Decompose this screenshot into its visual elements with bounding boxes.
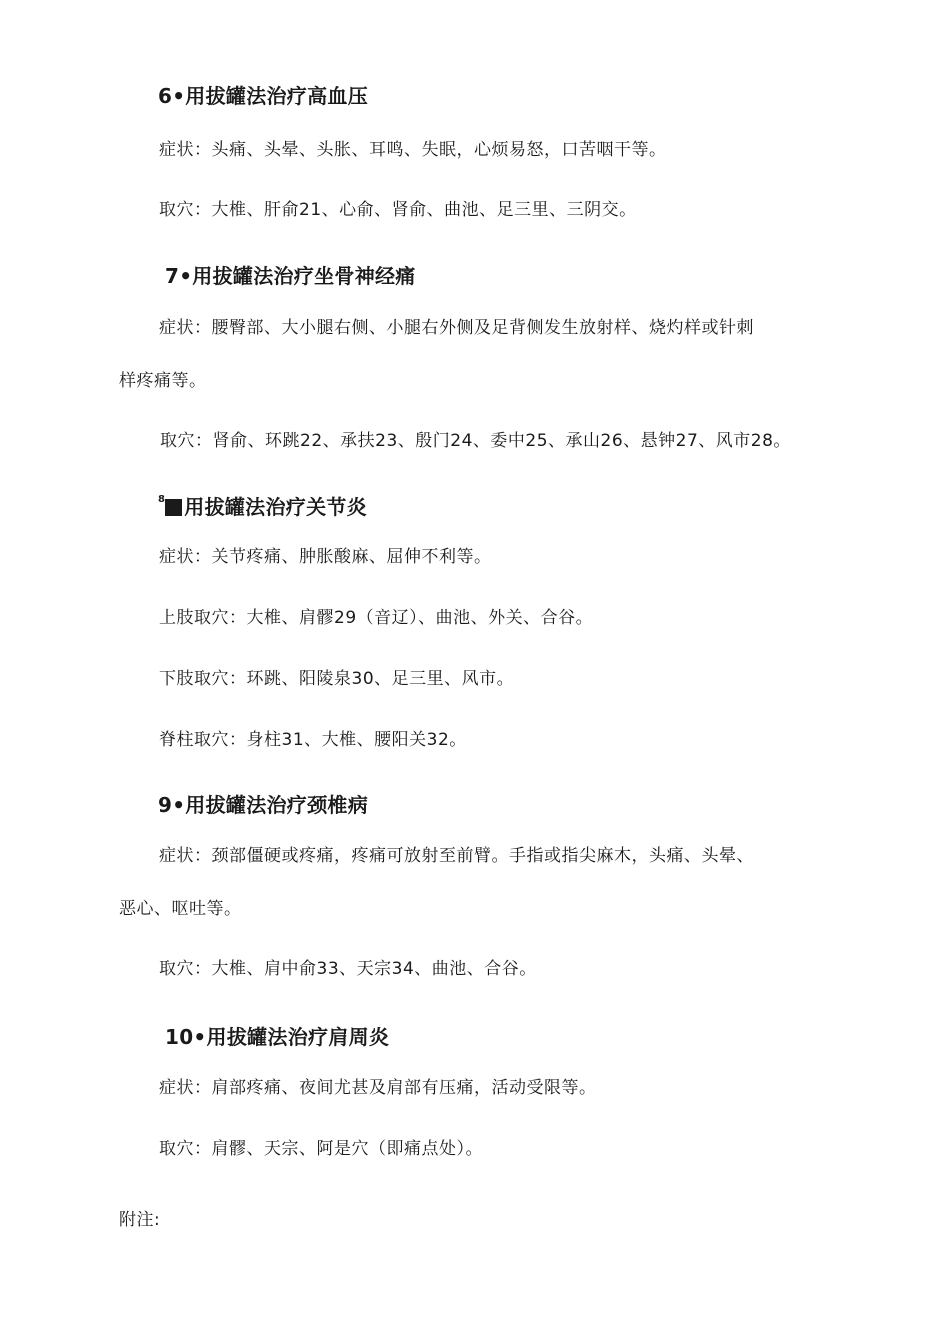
section-8-heading-text: 用拔罐法治疗关节炎: [184, 495, 367, 519]
section-7-acupoints: 取穴：肾俞、环跳22、承扶23、殷门24、委中25、承山26、悬钟27、风市28。: [160, 431, 791, 451]
section-9-heading: 9•用拔罐法治疗颈椎病: [158, 793, 368, 817]
section-9-symptoms-line-1: 症状：颈部僵硬或疼痛，疼痛可放射至前臂。手指或指尖麻木，头痛、头晕、: [159, 846, 754, 866]
section-8-lower-limb-acupoints: 下肢取穴：环跳、阳陵泉30、足三里、风市。: [159, 669, 515, 689]
section-8-spine-acupoints: 脊柱取穴：身柱31、大椎、腰阳关32。: [159, 730, 467, 750]
section-10-heading: 10•用拔罐法治疗肩周炎: [165, 1025, 390, 1049]
section-7-symptoms-line-1: 症状：腰臀部、大小腿右侧、小腿右外侧及足背侧发生放射样、烧灼样或针刺: [159, 318, 754, 338]
section-6-heading: 6•用拔罐法治疗高血压: [158, 84, 368, 108]
section-8-block-glyph: [165, 499, 182, 516]
section-6-symptoms: 症状：头痛、头晕、头胀、耳鸣、失眠，心烦易怒，口苦咽干等。: [159, 140, 667, 160]
section-10-symptoms: 症状：肩部疼痛、夜间尤甚及肩部有压痛，活动受限等。: [159, 1078, 597, 1098]
section-7-heading: 7•用拔罐法治疗坐骨神经痛: [165, 264, 416, 288]
section-9-acupoints: 取穴：大椎、肩中俞33、天宗34、曲池、合谷。: [159, 959, 537, 979]
section-8-upper-limb-acupoints: 上肢取穴：大椎、肩髎29（音辽）、曲池、外关、合谷。: [159, 608, 594, 628]
section-8-number: 8: [158, 494, 166, 505]
section-9-symptoms-line-2: 恶心、呕吐等。: [119, 899, 242, 919]
section-7-symptoms-line-2: 样疼痛等。: [119, 371, 207, 391]
section-6-acupoints: 取穴：大椎、肝俞21、心俞、肾俞、曲池、足三里、三阴交。: [159, 200, 637, 220]
section-8-heading: [158, 493, 367, 521]
section-10-acupoints: 取穴：肩髎、天宗、阿是穴（即痛点处）。: [159, 1139, 483, 1159]
section-8-symptoms: 症状：关节疼痛、肿胀酸麻、屈伸不利等。: [159, 547, 492, 567]
footer-note: 附注:: [119, 1210, 161, 1230]
